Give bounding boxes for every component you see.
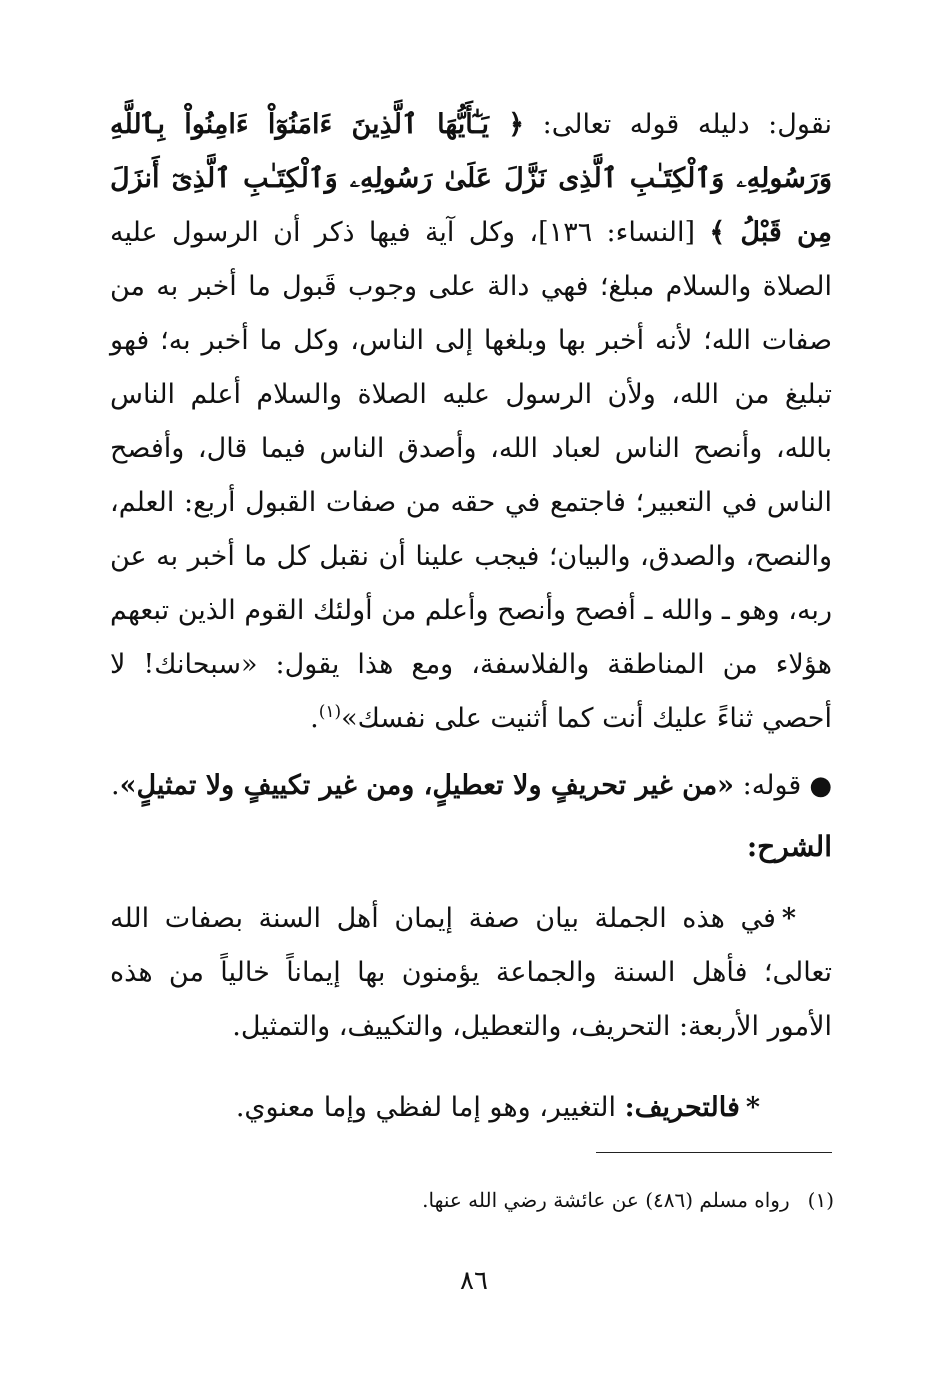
footnote-reference[interactable]: (١): [318, 702, 342, 722]
footnote-divider: [596, 1152, 832, 1153]
footnote-number: (١): [807, 1188, 834, 1212]
evidence-end: .: [310, 703, 319, 734]
evidence-paragraph: [110, 98, 832, 746]
footnote: [110, 1184, 834, 1216]
evidence-intro: نقول: دليله قوله تعالى:: [524, 109, 832, 140]
bullet-icon: ●: [809, 771, 832, 801]
sharh-text-2: التغيير، وهو إما لفظي وإما معنوي.: [235, 1092, 625, 1123]
sharh-text-1: في هذه الجملة بيان صفة إيمان أهل السنة بصفات الله تعالى؛ فأهل السنة والجماعة يؤمنون بها إيماناً خالياً من هذه الأمور الأربعة: التحريف، والتعطيل، والتكييف، والتمثيل.: [110, 903, 832, 1042]
star-icon: *: [745, 1092, 760, 1123]
page-body: [110, 98, 832, 1162]
quote-text: «من غير تحريفٍ ولا تعطيلٍ، ومن غير تكييفٍ ولا تمثيلٍ»: [119, 770, 735, 801]
star-icon: *: [781, 903, 796, 934]
sharh-paragraph-2: [110, 1081, 832, 1135]
tahrif-term: فالتحريف:: [624, 1092, 740, 1123]
footnote-text: رواه مسلم (٤٨٦) عن عائشة رضي الله عنها.: [422, 1188, 790, 1212]
quoted-statement: [110, 758, 832, 814]
page-number: ٨٦: [460, 1266, 488, 1296]
quote-end: .: [111, 770, 120, 801]
sharh-paragraph-1: [110, 892, 832, 1054]
quran-verse: ﴿ يَـٰٓأَيُّهَا ٱلَّذِينَ ءَامَنُوٓاْ ءَامِنُواْ بِٱللَّهِ وَرَسُولِهِۦ وَٱلْكِتَـٰبِ ٱلَّذِى نَزَّلَ عَلَىٰ رَسُولِهِۦ وَٱلْكِتَـٰبِ ٱلَّذِىٓ أَنزَلَ مِن قَبْلُ ﴾: [110, 109, 832, 248]
sharh-heading: الشرح:: [746, 830, 832, 863]
evidence-text: [النساء: ١٣٦]، وكل آية فيها ذكر أن الرسول عليه الصلاة والسلام مبلغ؛ فهي دالة على وجوب قَبول ما أخبر به من صفات الله؛ لأنه أخبر بها وبلغها إلى الناس، وكل ما أخبر به؛ فهو تبليغ من الله، ولأن الرسول عليه الصلاة والسلام أعلم الناس بالله، وأنصح الناس لعباد الله، وأصدق الناس فيما قال، وأفصح الناس في التعبير؛ فاجتمع في حقه من صفات القبول أربع: العلم، والنصح، والصدق، والبيان؛ فيجب علينا أن نقبل كل ما أخبر به عن ربه، وهو ـ والله ـ أفصح وأنصح وأعلم من أولئك القوم الذين تبعهم هؤلاء من المناطقة والفلاسفة، ومع هذا يقول: «سبحانك! لا أحصي ثناءً عليك أنت كما أثنيت على نفسك»: [110, 217, 832, 734]
quote-label: قوله:: [734, 770, 802, 801]
